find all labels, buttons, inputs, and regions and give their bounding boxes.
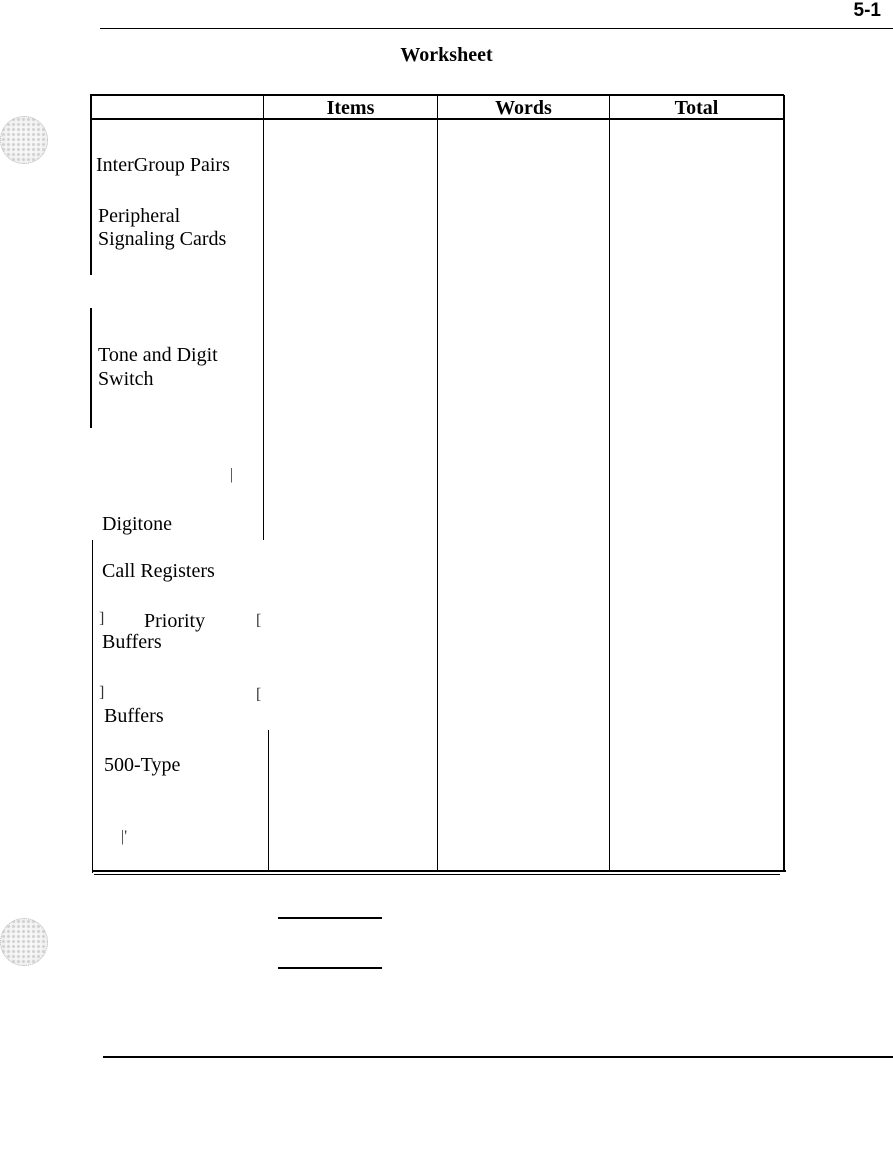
column-divider-words: [437, 95, 438, 872]
table-right-border: [783, 95, 785, 872]
row-label-peripheral: Peripheral: [98, 205, 181, 227]
scan-mark: ]: [99, 610, 105, 627]
table-left-border: [92, 540, 93, 873]
column-header-items: Items: [326, 97, 375, 119]
scan-mark: [: [256, 686, 262, 703]
footer-rule: [103, 1056, 893, 1058]
row-label-call-registers: Call Registers: [102, 560, 215, 582]
column-divider-items: [268, 730, 269, 872]
row-label-buffers: Buffers: [102, 631, 162, 653]
scan-mark: ]: [99, 684, 105, 701]
header-rule: [100, 28, 893, 29]
answer-blank-line: [278, 917, 382, 919]
scan-mark: |: [230, 466, 234, 483]
table-bottom-border: [92, 870, 786, 872]
worksheet-title: Worksheet: [400, 44, 493, 66]
row-label-switch: Switch: [98, 368, 154, 390]
row-label-buffers: Buffers: [104, 705, 164, 727]
scan-mark: [: [256, 612, 262, 629]
table-bottom-border-shadow: [94, 874, 780, 875]
row-label-signaling-cards: Signaling Cards: [98, 228, 227, 250]
page-number: 5-1: [853, 0, 881, 21]
binder-hole-top-icon: [0, 116, 48, 164]
row-label-500-type: 500-Type: [104, 754, 181, 776]
row-label-intergroup-pairs: InterGroup Pairs: [96, 154, 230, 176]
table-left-border: [90, 308, 92, 428]
column-header-total: Total: [674, 97, 719, 119]
binder-hole-bottom-icon: [0, 918, 48, 966]
answer-blank-line: [278, 967, 382, 969]
row-label-tone-and-digit: Tone and Digit: [98, 344, 218, 366]
column-divider-total: [609, 95, 610, 872]
column-header-words: Words: [495, 97, 552, 119]
column-divider-items: [263, 95, 264, 540]
table-left-border: [90, 95, 92, 275]
scan-mark: |': [121, 828, 128, 845]
row-label-digitone: Digitone: [102, 513, 172, 535]
row-label-priority: Priority: [144, 610, 206, 632]
